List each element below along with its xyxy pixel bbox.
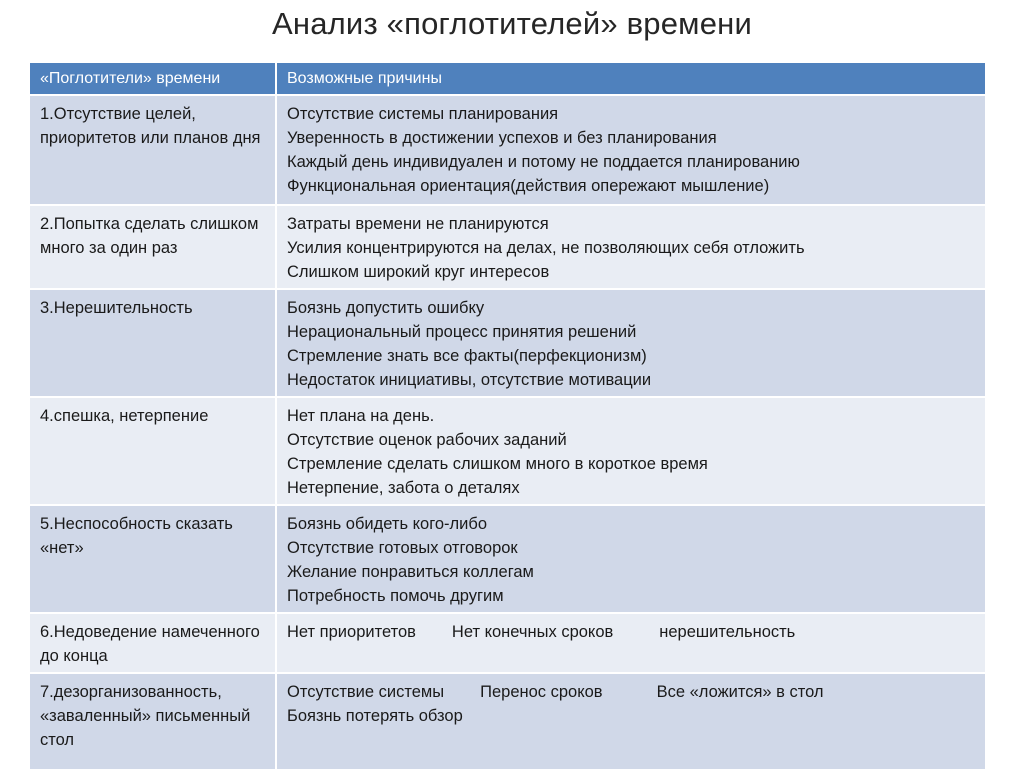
cause-item: Боязнь потерять обзор bbox=[287, 707, 463, 725]
cause-item: Боязнь обидеть кого-либо bbox=[287, 515, 488, 533]
cause-item: Усилия концентрируются на делах, не позволяющих себя отложить bbox=[287, 239, 805, 257]
cause-item: Отсутствие оценок рабочих заданий bbox=[287, 431, 567, 449]
cause-item: Недостаток инициативы, отсутствие мотивации bbox=[287, 371, 652, 389]
table-row bbox=[30, 289, 985, 397]
causes-cell bbox=[276, 505, 985, 613]
table-row bbox=[30, 673, 985, 769]
slide-title: Анализ «поглотителей» времени bbox=[272, 6, 752, 41]
causes-cell bbox=[276, 673, 985, 769]
cause-item: Каждый день индивидуален и потому не поддается планированию bbox=[287, 153, 800, 171]
cause-item: Уверенность в достижении успехов и без планирования bbox=[287, 129, 717, 147]
cause-item: Стремление сделать слишком много в короткое время bbox=[287, 455, 708, 473]
causes-cell bbox=[276, 289, 985, 397]
causes-cell bbox=[276, 205, 985, 289]
cause-item: нерешительность bbox=[659, 623, 796, 641]
cause-item: Отсутствие системы планирования bbox=[287, 105, 559, 123]
absorber-cell: 1.Отсутствие целей, приоритетов или планов дня bbox=[30, 95, 276, 205]
table-row bbox=[30, 505, 985, 613]
cause-item: Нерациональный процесс принятия решений bbox=[287, 323, 637, 341]
cause-item: Все «ложится» в стол bbox=[656, 683, 824, 701]
causes-cell bbox=[276, 397, 985, 505]
table-row bbox=[30, 95, 985, 205]
cause-item: Перенос сроков bbox=[480, 683, 603, 701]
cause-item: Отсутствие готовых отговорок bbox=[287, 539, 518, 557]
absorber-cell: 5.Неспособность сказать «нет» bbox=[30, 505, 276, 613]
table-row bbox=[30, 397, 985, 505]
time-absorbers-table bbox=[30, 63, 985, 769]
cause-item: Стремление знать все факты(перфекционизм) bbox=[287, 347, 647, 365]
table-header-row bbox=[30, 63, 985, 95]
cause-item: Затраты времени не планируются bbox=[287, 215, 549, 233]
absorber-cell: 4.спешка, нетерпение bbox=[30, 397, 276, 505]
cause-item: Отсутствие системы bbox=[287, 683, 445, 701]
cause-item: Слишком широкий круг интересов bbox=[287, 263, 550, 281]
absorber-cell: 6.Недоведение намеченного до конца bbox=[30, 613, 276, 673]
header-absorbers: «Поглотители» времени bbox=[30, 63, 276, 95]
causes-cell bbox=[276, 613, 985, 673]
header-causes: Возможные причины bbox=[276, 63, 985, 95]
table-row bbox=[30, 205, 985, 289]
cause-item: Нет конечных сроков bbox=[451, 623, 614, 641]
cause-item: Нет приоритетов bbox=[287, 623, 416, 641]
cause-item: Желание понравиться коллегам bbox=[287, 563, 534, 581]
absorber-cell: 2.Попытка сделать слишком много за один раз bbox=[30, 205, 276, 289]
cause-item: Нет плана на день. bbox=[287, 407, 435, 425]
cause-item: Функциональная ориентация(действия опережают мышление) bbox=[287, 177, 770, 195]
absorber-cell: 7.дезорганизованность, «заваленный» письменный стол bbox=[30, 673, 276, 769]
cause-item: Потребность помочь другим bbox=[287, 587, 504, 605]
causes-cell bbox=[276, 95, 985, 205]
cause-item: Боязнь допустить ошибку bbox=[287, 299, 485, 317]
table-row bbox=[30, 613, 985, 673]
cause-item: Нетерпение, забота о деталях bbox=[287, 479, 520, 497]
absorber-cell: 3.Нерешительность bbox=[30, 289, 276, 397]
